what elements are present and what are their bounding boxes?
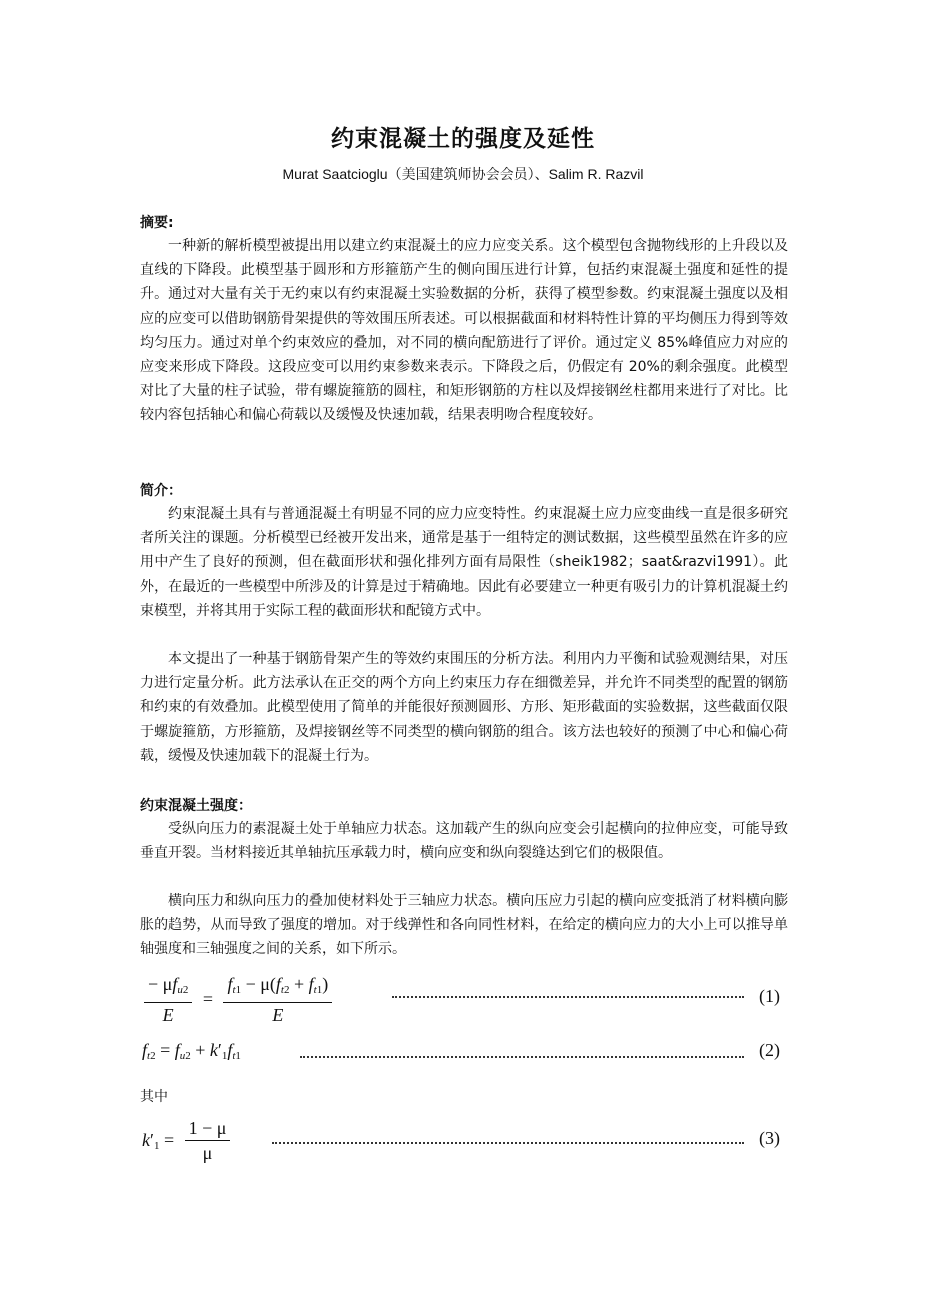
abstract-text: 一种新的解析模型被提出用以建立约束混凝土的应力应变关系。这个模型包含抛物线形的上升段以及直线的下降段。此模型基于圆形和方形箍筋产生的侧向围压进行计算，包括约束混凝土强度和延性的提升。通过对大量有关于无约束以有约束混凝土实验数据的分析，获得了模型参数。约束混凝土强度以及相应的应变可以借助钢筋骨架提供的等效围压所表述。可以根据截面和材料特性计算的平均侧压力得到等效均匀压力。通过对单个约束效应的叠加，对不同的横向配筋进行了评价。通过定义 85%峰值应力对应的应变来形成下降段。这段应变可以用约束参数来表示。下降段之后，仍假定有 20%的剩余强度。此模型对比了大量的柱子试验，带有螺旋箍筋的圆柱，和矩形钢筋的方柱以及焊接钢丝柱都用来进行了对比。比较内容包括轴心和偏心荷载以及缓慢及快速加载，结果表明吻合程度较好。 — [140, 238, 788, 424]
where-label: 其中 — [140, 1089, 168, 1105]
equation-2-number: (2) — [759, 1040, 780, 1060]
paper-title: 约束混凝土的强度及延性 — [331, 126, 595, 152]
intro-paragraph-1: 约束混凝土具有与普通混凝土有明显不同的应力应变特性。约束混凝土应力应变曲线一直是很多研究者所关注的课题。分析模型已经被开发出来，通常是基于一组特定的测试数据，这些模型虽然在许多的应用中产生了良好的预测，但在截面形状和强化排列方面有局限性（sheik1982；saat&razvi1991）。此外，在最近的一些模型中所涉及的计算是过于精确地。因此有必要建立一种更有吸引力的计算机混凝土约束模型，并将其用于实际工程的截面形状和配镜方式中。 — [140, 506, 788, 619]
equation-3-formula: $k'_1$ = $\frac{1 - \mu}{\mu}$ — [142, 1116, 230, 1165]
equation-3-number: (3) — [759, 1128, 780, 1148]
equation-2 — [140, 1040, 780, 1066]
equation-1-formula: $\frac{- \mu f_{u2}}{E}$ = $\frac{f_{t1} - \mu(f_{t2} + f_{t1})}{E}$ — [144, 972, 332, 1027]
equation-1 — [140, 972, 780, 1024]
equation-2-formula: $f_{t2} = f_{u2} + k'_1f_{t1}$ — [142, 1040, 241, 1062]
strength-paragraph-2: 横向压力和纵向压力的叠加使材料处于三轴应力状态。横向压应力引起的横向应变抵消了材料横向膨胀的趋势，从而导致了强度的增加。对于线弹性和各向同性材料，在给定的横向应力的大小上可以推导单轴强度和三轴强度之间的关系，如下所示。 — [140, 893, 788, 958]
paper-authors: Murat Saatcioglu（美国建筑师协会会员）、Salim R. Razvil — [282, 166, 644, 182]
intro-paragraph-2: 本文提出了一种基于钢筋骨架产生的等效约束围压的分析方法。利用内力平衡和试验观测结果，对压力进行定量分析。此方法承认在正交的两个方向上约束压力存在细微差异，并允许不同类型的配置的钢筋和约束的有效叠加。此模型使用了简单的并能很好预测圆形、方形、矩形截面的实验数据，这些截面仅限于螺旋箍筋，方形箍筋，及焊接钢丝等不同类型的横向钢筋的组合。该方法也较好的预测了中心和偏心荷载，缓慢及快速加载下的混凝土行为。 — [140, 651, 788, 764]
equation-3 — [140, 1116, 780, 1170]
equation-2-leader — [300, 1056, 744, 1058]
strength-heading: 约束混凝土强度： — [140, 798, 252, 814]
equation-1-leader — [392, 996, 744, 998]
abstract-heading: 摘要: — [140, 215, 174, 231]
intro-heading: 简介： — [140, 483, 182, 499]
strength-paragraph-1: 受纵向压力的素混凝土处于单轴应力状态。这加载产生的纵向应变会引起横向的拉伸应变，可能导致垂直开裂。当材料接近其单轴抗压承载力时，横向应变和纵向裂缝达到它们的极限值。 — [140, 821, 788, 862]
equation-1-number: (1) — [759, 986, 780, 1006]
equation-3-leader — [272, 1142, 744, 1144]
